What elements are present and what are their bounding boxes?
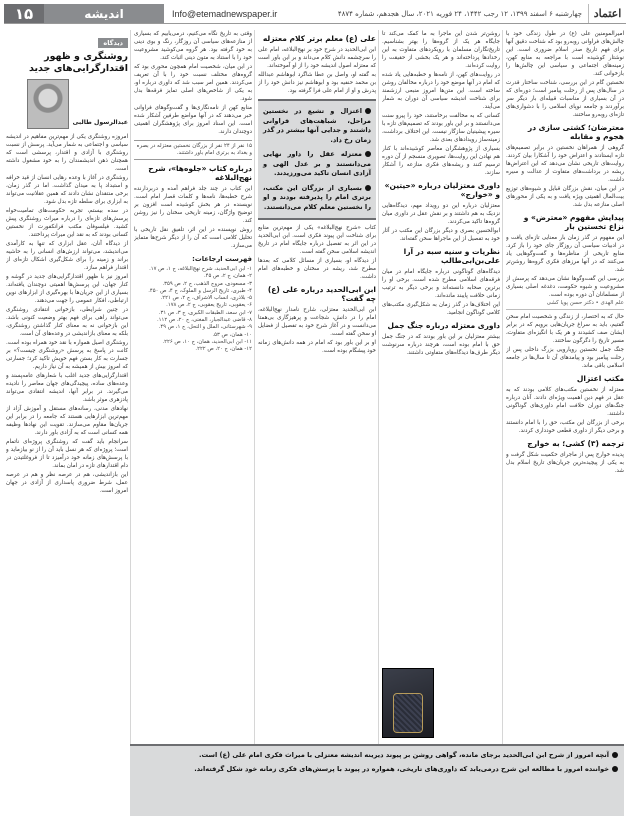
paragraph: ابوالحسین بصری و دیگر بزرگان این مکتب در آثار خود به تفصیل از این ماجراها سخن گفته‌اند. xyxy=(382,228,500,242)
bullet-icon xyxy=(365,185,371,191)
paragraph: این اختلاف‌ها در گذر زمان به شکل‌گیری مکتب‌های کلامی گوناگون انجامید. xyxy=(382,302,500,316)
paragraph: معتزله از نخستین مکتب‌های کلامی بودند که به عقل در فهم دین اهمیت ویژه‌ای دادند. آنان درباره جنگ‌های دوران خلافت امام داوری‌های گوناگونی داشتند. xyxy=(506,387,624,417)
reference-item: ۵- بلاذری، انساب الاشراف، ج ۲، ص ۲۲۱. xyxy=(160,295,252,302)
opinion-title: روشنگری و ظهور اقتدارگرایی‌های جدید xyxy=(29,51,128,74)
bullet-icon xyxy=(365,151,371,157)
opinion-tag: دیدگاه xyxy=(98,38,128,48)
subheading: نظریات و سنیه سبه در آرا علی‌بن‌ابی‌طالب xyxy=(403,247,500,265)
highlight-quote: آنچه امروز از شرح ابن ابی‌الحدید برجای مانده، گواهی روشن بر پیوند دیرینه اندیشه معتزلی با میراث فکری امام علی (ع) است. xyxy=(136,751,618,761)
paragraph: از دیدگاه آنان، عقل ابزاری که تنها به کارآمدی می‌اندیشد، می‌تواند ارزش‌های انسانی را به حاشیه براند و زمینه را برای شکل‌گیری اشکال تازه‌ای از اقتدار فراهم سازد. xyxy=(6,241,128,271)
paragraph: این مفهوم در گذر زمان بار معنایی تازه‌ای یافت و در ادبیات سیاسی آن روزگار جای خود را باز کرد. منابع تاریخی از مناظره‌ها و گفت‌وگوهایی یاد می‌کنند که در آنها مرزهای فکری گروه‌ها روشن‌تر شد. xyxy=(506,235,624,273)
paragraph: در روایت‌های کهن، از نامه‌ها و خطبه‌هایی یاد شده که امام در آنها موضع خود را درباره مخالفان روشن ساخته است. این متن‌ها امروز منبعی ارزشمند برای شناخت اندیشه سیاسی آن دوران به شمار می‌آیند. xyxy=(382,72,500,110)
reference-item: ۹- شهرستانی، الملل و النحل، ج ۱، ص ۴۹. xyxy=(158,324,252,331)
reference-item: ۱- ابن ابی‌الحدید، شرح نهج‌البلاغه، ج ۱، ص ۱۷. xyxy=(149,266,252,272)
book-cover-image xyxy=(382,668,434,738)
reference-item: ۸- قاضی عبدالجبار، المغنی، ج ۲۰، ص ۱۱۲. xyxy=(156,317,252,324)
paragraph: بسیاری از پژوهشگران معاصر کوشیده‌اند با کنار هم نهادن این روایت‌ها، تصویری منسجم از آن دوره ترسیم کنند و ریشه‌های فکری منازعه را آشکار سازند. xyxy=(382,146,500,176)
paragraph: گروهی از همراهان نخستین در برابر تصمیم‌های تازه ایستادند و اعتراض خود را آشکارا بیان کردند. روایت‌های تاریخی نشان می‌دهد که این اعتراض‌ها ریشه در برداشت‌های متفاوت از عدالت و سیره داشت. xyxy=(506,145,624,183)
paragraph: بررسی این گفت‌وگوها نشان می‌دهد که پرسش از مشروعیت و شیوه حکومت، دغدغه اصلی بسیاری از مسلمانان آن دوره بوده است. xyxy=(506,276,624,298)
subheading: داوری معتزلیان درباره «حیتین» و «خوارج» xyxy=(384,181,500,199)
book-ornament xyxy=(393,693,423,733)
paragraph: در این میان، نقش بزرگان قبایل و شیوه‌های توزیع بیت‌المال اهمیتی ویژه یافت و به یکی از محورهای اصلی منازعه بدل شد. xyxy=(506,186,624,208)
article-column-1 xyxy=(506,30,624,816)
newspaper-logo: اعتماد xyxy=(588,4,626,23)
author-block xyxy=(6,79,128,129)
paragraph: امیرالمومنین علی (ع) در طول زندگی خود با چالش‌های فراوانی روبه‌رو بود که شناخت دقیق آنها برای فهم تاریخ صدر اسلام ضروری است. این نوشتار کوشیده است با مراجعه به منابع کهن، زمینه‌های اجتماعی و سیاسی این چالش‌ها را بازخوانی کند. xyxy=(506,31,624,77)
reference-item: ۱۱- ابن ابی‌الحدید، همان، ج ۱۰، ص ۲۲۶. xyxy=(162,338,252,345)
paragraph: جنگ جمل نخستین رویارویی بزرگ داخلی پس از رحلت پیامبر بود و پیامدهای آن تا سال‌ها در جامعه اسلامی باقی ماند. xyxy=(506,347,624,369)
paragraph: ابن ابی‌الحدید معتزلی، شارح نامدار نهج‌البلاغه، امام را در دانش، شجاعت و پرهیزگاری بی‌همتا می‌دانست و در آغاز شرح خود به تفصیل از فضایل او سخن گفته است. xyxy=(258,307,376,337)
paragraph: نهادهای مدنی، رسانه‌های مستقل و آموزش آزاد از مهم‌ترین ابزارهایی هستند که جامعه را در برابر این جریان‌ها مقاوم می‌سازند. تقویت این نهادها وظیفه همه کسانی است که به آزادی باور دارند. xyxy=(6,406,128,436)
paragraph: به گفته او، واصل بن عطا شاگرد ابوهاشم عبدالله بن محمد حنفیه بود و ابوهاشم نیز دانش خود را از پدرش و او از امام علی فرا گرفته بود. xyxy=(258,72,376,94)
paragraph: برخی از بزرگان این مکتب، حق را با امام دانستند و برخی دیگر از داوری قطعی خودداری کردند. xyxy=(506,420,624,434)
paragraph: معتزلیان درباره این دو رویداد مهم، دیدگاه‌هایی نزدیک به هم داشتند و بر نقش عقل در داوری میان گروه‌ها تاکید می‌کردند. xyxy=(382,203,500,225)
masthead xyxy=(4,4,626,24)
contact-email: Info@etemadnewspaper.ir xyxy=(172,8,278,19)
pull-quote: اعتزال و تشیع در نخستین مراحل، شباهت‌های فراوانی داشتند و جدایی آنها بیشتر در گذر زمان رخ داد. xyxy=(262,107,371,144)
article-column-4 xyxy=(134,30,252,816)
paragraph: این بازاندیشی، هم در عرصه نظر و هم در عرصه عمل، شرط ضروری پاسداری از آزادی در جهان امروز است. xyxy=(6,472,128,494)
paragraph: در این میان، شخصیت امام همچون محوری بود که گروه‌های مختلف نسبت خود را با آن تعریف می‌کردند. همین امر سبب شد که داوری درباره او، به یکی از شاخص‌های اصلی تمایز فرقه‌ها بدل شود. xyxy=(134,64,252,102)
paragraph: او بر این باور بود که امام در همه دانش‌های زمانه خود پیشگام بوده است. xyxy=(258,340,376,354)
bullet-icon xyxy=(612,766,618,772)
paragraph: از دیدگاه او، بسیاری از مسائل کلامی که بعدها مطرح شد، ریشه در سخنان و خطبه‌های امام داشت. xyxy=(258,258,376,280)
pull-quote-box xyxy=(258,99,376,220)
paragraph: روش نویسنده در این اثر، تلفیق نقل تاریخی با تحلیل کلامی است که آن را از دیگر شرح‌ها متمایز می‌سازد. xyxy=(134,227,252,249)
reference-item: ۱۲- همان، ج ۲۰، ص ۲۲۲. xyxy=(195,346,252,353)
paragraph: وقتی به تاریخ نگاه می‌کنیم، درمی‌یابیم که بسیاری از منازعه‌های سیاسی آن روزگار، رنگ و بوی دینی به خود گرفته بود. هر گروه می‌کوشید مشروعیت خود را با استناد به متون دینی اثبات کند. xyxy=(134,31,252,61)
references-heading: فهرست ارجاعات: xyxy=(192,255,252,263)
paragraph: ابن ابی‌الحدید در شرح خود بر نهج‌البلاغه، امام علی را سرچشمه دانش کلام می‌داند و بر این باور است که معتزله اصول اندیشه خود را از او آموخته‌اند. xyxy=(258,47,376,69)
subheading: پیدایش مفهوم «معترض» و نزاع تخستین بار xyxy=(523,213,624,231)
paragraph: امروز نیز با ظهور اقتدارگرایی‌های جدید در گوشه و کنار جهان، این پرسش‌ها اهمیتی دوچندان یافته‌اند. بسیاری از این جریان‌ها با بهره‌گیری از ابزارهای نوین ارتباطی، افکار عمومی را جهت می‌دهند. xyxy=(6,274,128,304)
reference-item: ۱۰- همان، ص ۵۳. xyxy=(212,331,252,338)
column-divider xyxy=(502,30,503,814)
paragraph: نخستین گام در این بررسی، شناخت ساختار قدرت در سال‌های پس از رحلت پیامبر است؛ دوره‌ای که در آن بسیاری از مناسبات قبیله‌ای بار دیگر سر برآوردند و جامعه نوپای اسلامی را با دشواری‌های تازه‌ای روبه‌رو ساختند. xyxy=(506,80,624,118)
paragraph: روشنگری در آغاز با وعده رهایی انسان از قید خرافه و استبداد پا به میدان گذاشت. اما در گذر زمان، برخی منتقدان نشان دادند که همین عقلانیت می‌تواند به ابزاری برای سلطه تازه بدل شود. xyxy=(6,175,128,205)
subheading: علی (ع) معلم برتر کلام معتزله xyxy=(262,34,376,43)
paragraph: کسانی که به مخالفت برخاستند، خود را پیرو سنت می‌دانستند و بر این باور بودند که تصمیم‌های تازه با سیره پیشینیان سازگار نیست. این اختلاف برداشت، زمینه‌ساز رویدادهای بعدی شد. xyxy=(382,113,500,143)
highlight-box xyxy=(130,744,624,816)
paragraph: پدیده خوارج پس از ماجرای حکمیت شکل گرفت و به یکی از پیچیده‌ترین جریان‌های تاریخ اسلام بدل شد. xyxy=(506,452,624,474)
reference-item: ۲- همان، ج ۲، ص ۴۵. xyxy=(203,273,252,280)
column-divider xyxy=(378,30,379,814)
paragraph: دیدگاه‌های گوناگونی درباره جایگاه امام در میان فرقه‌های اسلامی مطرح شده است. برخی او را برترین صحابه دانسته‌اند و برخی دیگر به ترتیب زمانی خلافت پایبند مانده‌اند. xyxy=(382,269,500,299)
subheading: درباره کتاب «جلوه‌ها»، شرح نهج‌البلاغه xyxy=(148,164,252,182)
author-photo xyxy=(27,79,69,129)
paragraph: در سده بیستم، تجربه حکومت‌های تمامیت‌خواه پرسش‌های تازه‌ای را درباره میراث روشنگری پیش کشید. فیلسوفان مکتب فرانکفورت از نخستین کسانی بودند که به نقد این میراث پرداختند. xyxy=(6,208,128,238)
bullet-icon xyxy=(365,108,371,114)
paragraph: در چنین شرایطی، بازخوانی انتقادی روشنگری می‌تواند راهی برای فهم بهتر وضعیت کنونی باشد. این بازخوانی نه به معنای کنار گذاشتن روشنگری، بلکه به معنای بازاندیشی در وعده‌های آن است. xyxy=(6,307,128,337)
reference-item: ۴- طبری، تاریخ الرسل و الملوک، ج ۴، ص ۴۵۰. xyxy=(148,287,252,294)
highlight-quote: خواننده امروز با مطالعه این شرح درمی‌یابد که داوری‌های تاریخی، همواره در پیوند با پرسش‌های فکری زمانه خود شکل گرفته‌اند. xyxy=(136,765,618,775)
divider xyxy=(506,309,624,310)
subheading: ترجمه (۳) کشی؛ به خوارج xyxy=(527,439,624,448)
article-column-3 xyxy=(258,30,376,816)
bullet-icon xyxy=(612,752,618,758)
reference-item: ۷- ابن سعد، الطبقات الکبری، ج ۳، ص ۳۱. xyxy=(158,309,252,316)
opinion-column xyxy=(6,30,128,816)
issue-date-line: چهارشنبه ۶ اسفند ۱۳۹۹، ۱۲ رجب ۱۴۴۲، ۲۴ فوریه ۲۰۲۱، سال هجدهم، شماره ۴۸۷۴ xyxy=(337,9,582,18)
subheading: داوری معتزله درباره جنگ جمل xyxy=(387,321,500,330)
subheading: معترضان؛ کشتی سازی در هجوم و مقابله xyxy=(527,123,624,141)
paragraph: روشنگری اصیل همواره با نقد خود همراه بوده است. کانت در پاسخ به پرسش «روشنگری چیست؟» بر جسارت به کار بستن فهم خویش تاکید کرد؛ جسارتی که امروز بیش از همیشه به آن نیاز داریم. xyxy=(6,340,128,370)
subheading: ابن ابی‌الحدید درباره علی (ع) چه گفت؟ xyxy=(267,285,376,303)
paragraph: اقتدارگرایی‌های جدید اغلب با شعارهای عامه‌پسند و وعده‌های ساده، پیچیدگی‌های جهان معاصر را نادیده می‌گیرند. در برابر آنها، اندیشه انتقادی می‌تواند پادزهری موثر باشد. xyxy=(6,373,128,403)
subheading: مکتب اعتزال xyxy=(576,374,624,383)
paragraph: روشن‌تر شدن این ماجرا به ما کمک می‌کند تا جایگاه هر یک از گروه‌ها را بهتر بشناسیم. تاریخ‌نگاران مسلمان با رویکردهای متفاوت به این رخدادها پرداخته‌اند و هر یک بخشی از حقیقت را روایت کرده‌اند. xyxy=(382,31,500,69)
article-credit: علم الهدی • دکتر حسن پویا کشی xyxy=(546,300,624,306)
paragraph: بیشتر معتزلیان بر این باور بودند که در جنگ جمل حق با امام بوده است، هرچند درباره سرنوشت دیگر طرف‌ها دیدگاه‌های متفاوتی داشتند. xyxy=(382,334,500,356)
paragraph: منابع کهن از نامه‌نگاری‌ها و گفت‌وگوهای فراوانی خبر می‌دهند که در آنها مواضع طرفین آشکار شده است. این اسناد امروز برای پژوهشگران اهمیتی دوچندان دارند. xyxy=(134,105,252,135)
paragraph: این کتاب در چند جلد فراهم آمده و دربردارنده شرح خطبه‌ها، نامه‌ها و کلمات قصار امام است. نویسنده در هر بخش کوشیده است افزون بر توضیح واژگان، زمینه تاریخی سخنان را نیز روشن کند. xyxy=(134,186,252,224)
paragraph: امروزه روشنگری یکی از مهم‌ترین مفاهیم در اندیشه سیاسی و اجتماعی به شمار می‌آید. پرسش از نسبت روشنگری با آزادی و اقتدار، پرسشی است که همچنان ذهن اندیشمندان را به خود مشغول داشته است. xyxy=(6,134,128,172)
pull-quote: معتزله عقل را داور نهایی می‌دانستند و بر عدل الهی و آزادی انسان تاکید می‌ورزیدند. xyxy=(263,150,371,177)
section-name: اندیشه xyxy=(44,4,164,23)
boxed-note: ۱۵ نفر از ۲۴ نفر از بزرگان نخستین معتزله در بصره و بغداد به برتری امام باور داشتند. xyxy=(134,140,252,160)
reference-item: ۶- یعقوبی، تاریخ یعقوبی، ج ۲، ص ۱۷۸. xyxy=(166,302,252,309)
column-divider xyxy=(130,30,131,814)
reference-item: ۳- مسعودی، مروج الذهب، ج ۲، ص ۳۵۹. xyxy=(162,280,252,287)
paragraph: سرانجام باید گفت که روشنگری پروژه‌ای ناتمام است؛ پروژه‌ای که هر نسل باید آن را از نو بیازماید و با پرسش‌های زمانه خود درآمیزد تا از فروغلتیدن در دام اقتدارهای تازه در امان بماند. xyxy=(6,439,128,469)
page-number: ۱۵ xyxy=(4,4,44,23)
paragraph: حال که به اختصار، از زندگی و شخصیت امام سخن گفتیم، باید به سراغ جریان‌هایی برویم که در برابر ایشان صف کشیدند و هر یک با انگیزه‌ای متفاوت، مسیر تاریخ را دگرگون ساختند. xyxy=(506,314,624,344)
author-name: عبدالرسول طالبی xyxy=(72,119,128,126)
column-divider xyxy=(254,30,255,814)
pull-quote: بسیاری از بزرگان این مکتب، برتری امام را پذیرفته بودند و او را نخستین معلم کلام می‌دانستند. xyxy=(263,183,371,211)
paragraph: کتاب «شرح نهج‌البلاغه» یکی از مهم‌ترین منابع برای شناخت این پیوند فکری است. ابن ابی‌الحدید در این اثر به تفصیل درباره جایگاه امام در تاریخ اندیشه اسلامی سخن گفته است. xyxy=(258,225,376,255)
